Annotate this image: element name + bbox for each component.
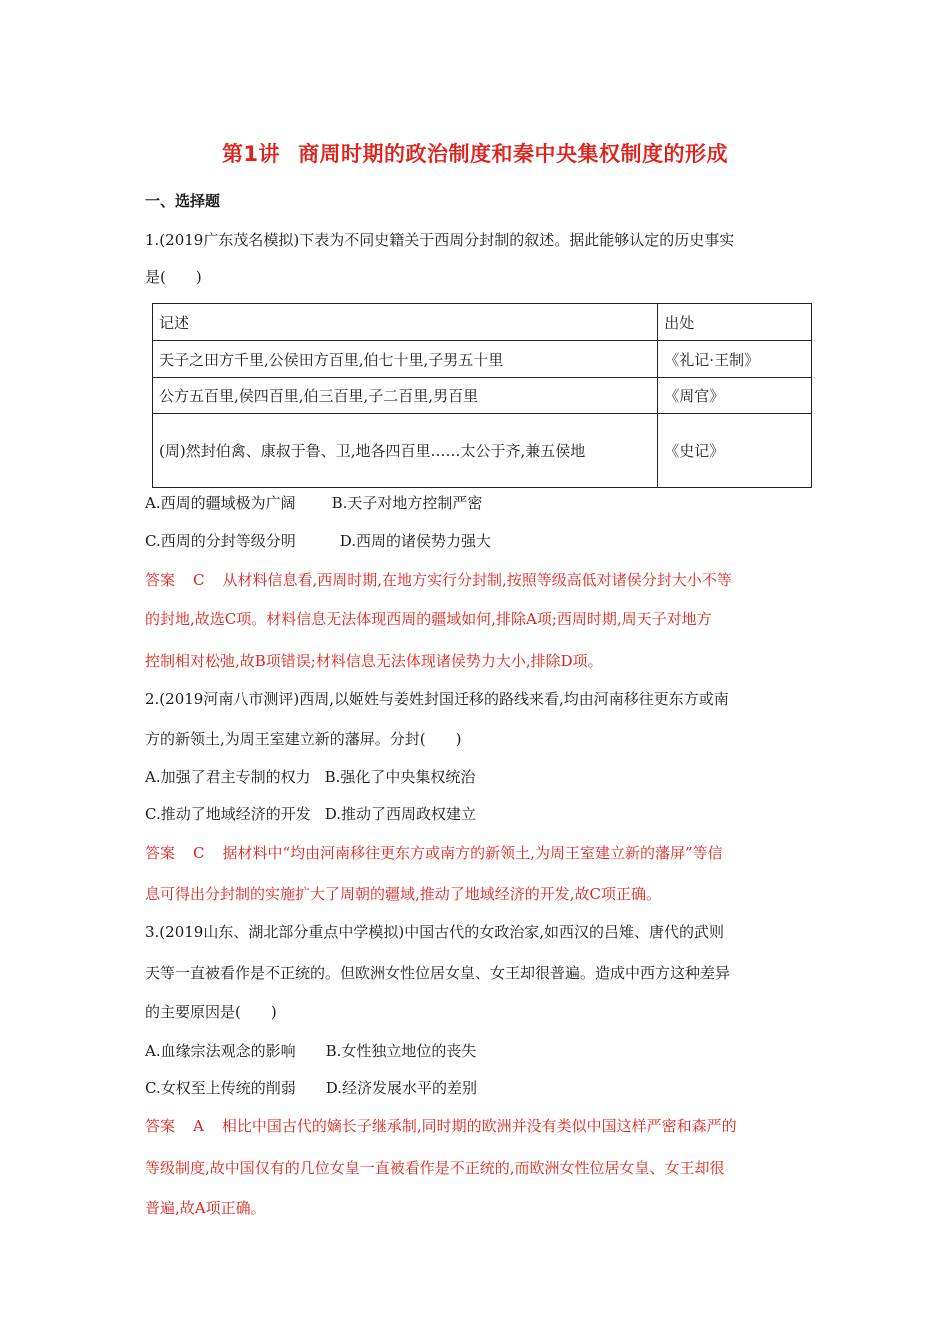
q2-option-b: B.强化了中央集权统治 — [324, 768, 476, 786]
q3-option-b: B.女性独立地位的丧失 — [325, 1042, 477, 1060]
lecture-topic: 商周时期的政治制度和秦中央集权制度的形成 — [298, 142, 729, 166]
table-cell: (周)然封伯禽、康叔于鲁、卫,地各四百里……太公于齐,兼五侯地 — [153, 414, 658, 488]
q3-option-d: D.经济发展水平的差别 — [325, 1079, 477, 1097]
table-row — [153, 341, 812, 378]
q3-option-a: A.血缘宗法观念的影响 — [145, 1042, 296, 1060]
q1-source-table — [152, 303, 812, 488]
q3-explanation-line2: 等级制度,故中国仅有的几位女皇一直被看作是不正统的,而欧洲女性位居女皇、女王却很 — [145, 1159, 725, 1177]
table-row — [153, 378, 812, 414]
table-cell: 《礼记·王制》 — [658, 341, 812, 378]
q2-explanation: 据材料中“均由河南移往更东方或南方的新领土,为周王室建立新的藩屏”等信 — [222, 844, 723, 862]
q1-answer-letter: C — [193, 571, 205, 589]
q1-option-a: A.西周的疆域极为广阔 — [145, 494, 296, 512]
table-cell: 《周官》 — [658, 378, 812, 414]
q1-option-d: D.西周的诸侯势力强大 — [339, 532, 491, 550]
q2-options-row2 — [145, 804, 805, 824]
q3-options-row2 — [145, 1078, 805, 1098]
q3-explanation-line3: 普遍,故A项正确。 — [145, 1199, 266, 1217]
q3-answer-line1 — [145, 1116, 805, 1136]
q2-stem-line2: 方的新领土,为周王室建立新的藩屏。分封( ) — [145, 730, 462, 748]
table-row — [153, 414, 812, 488]
q1-stem-line2: 是( ) — [145, 268, 202, 286]
q2-option-c: C.推动了地域经济的开发 — [145, 805, 311, 823]
table-header-cell: 记述 — [153, 304, 658, 341]
q1-answer-label: 答案 — [145, 571, 176, 589]
q1-option-c: C.西周的分封等级分明 — [145, 532, 296, 550]
table-cell: 公方五百里,侯四百里,伯三百里,子二百里,男百里 — [153, 378, 658, 414]
q3-stem-line3: 的主要原因是( ) — [145, 1003, 277, 1021]
table-cell: 天子之田方千里,公侯田方百里,伯七十里,子男五十里 — [153, 341, 658, 378]
q1-explanation: 从材料信息看,西周时期,在地方实行分封制,按照等级高低对诸侯分封大小不等 — [222, 571, 732, 589]
q3-options-row1 — [145, 1041, 805, 1061]
q3-stem-line1: 3.(2019山东、湖北部分重点中学模拟)中国古代的女政治家,如西汉的吕雉、唐代的武则 — [145, 923, 724, 941]
q2-option-d: D.推动了西周政权建立 — [324, 805, 476, 823]
q2-explanation-line2: 息可得出分封制的实施扩大了周朝的疆域,推动了地域经济的开发,故C项正确。 — [145, 885, 662, 903]
section-heading: 一、选择题 — [145, 192, 221, 210]
q1-stem-line1: 1.(2019广东茂名模拟)下表为不同史籍关于西周分封制的叙述。据此能够认定的历史事实 — [145, 231, 735, 249]
q3-answer-letter: A — [193, 1117, 204, 1135]
q1-options-row2 — [145, 531, 805, 551]
q2-answer-label: 答案 — [145, 844, 176, 862]
q1-explanation-line2: 的封地,故选C项。材料信息无法体现西周的疆域如何,排除A项;西周时期,周天子对地方 — [145, 610, 712, 628]
page-title — [0, 138, 950, 168]
q3-option-c: C.女权至上传统的削弱 — [145, 1079, 296, 1097]
q1-options-row1 — [145, 493, 805, 513]
q1-option-b: B.天子对地方控制严密 — [331, 494, 483, 512]
lecture-number: 第1讲 — [221, 142, 281, 166]
q2-answer-line1 — [145, 843, 805, 863]
table-cell: 《史记》 — [658, 414, 812, 488]
q2-answer-letter: C — [193, 844, 205, 862]
q3-stem-line2: 天等一直被看作是不正统的。但欧洲女性位居女皇、女王却很普遍。造成中西方这种差异 — [145, 964, 731, 982]
q1-answer-line1 — [145, 570, 805, 590]
q3-answer-label: 答案 — [145, 1117, 176, 1135]
q2-option-a: A.加强了君主专制的权力 — [145, 768, 311, 786]
q3-explanation: 相比中国古代的嫡长子继承制,同时期的欧洲并没有类似中国这样严密和森严的 — [221, 1117, 737, 1135]
table-header-cell: 出处 — [658, 304, 812, 341]
q2-stem-line1: 2.(2019河南八市测评)西周,以姬姓与姜姓封国迁移的路线来看,均由河南移往更东方或南 — [145, 690, 729, 708]
q2-options-row1 — [145, 767, 805, 787]
q1-explanation-line3: 控制相对松弛,故B项错误;材料信息无法体现诸侯势力大小,排除D项。 — [145, 652, 603, 670]
table-header-row — [153, 304, 812, 341]
